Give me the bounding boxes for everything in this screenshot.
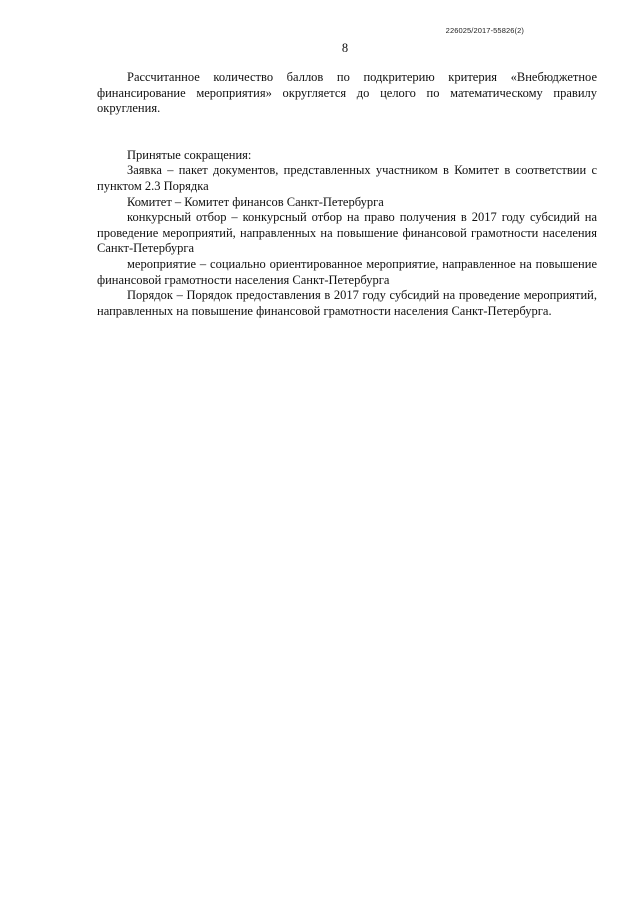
abbreviation-committee: Комитет – Комитет финансов Санкт-Петербурга: [127, 194, 384, 209]
rounding-rule-paragraph: Рассчитанное количество баллов по подкритерию критерия «Внебюджетное финансирование мероприятия» округляется до целого по математическому правилу округления.: [97, 70, 597, 116]
abbreviation-procedure: Порядок – Порядок предоставления в 2017 году субсидий на проведение мероприятий, направленных на повышение финансовой грамотности населения Санкт-Петербурга.: [97, 288, 597, 318]
document-body: [97, 70, 597, 319]
abbreviation-application: Заявка – пакет документов, представленных участником в Комитет в соответствии с пунктом 2.3 Порядка: [97, 163, 597, 193]
abbreviations-title: Принятые сокращения:: [127, 147, 252, 162]
page-number: 8: [341, 41, 349, 55]
paragraph-spacer: [97, 117, 597, 148]
document-registration-number: 226025/2017-55826(2): [445, 26, 524, 35]
abbreviation-event: мероприятие – социально ориентированное мероприятие, направленное на повышение финансовой грамотности населения Санкт-Петербурга: [97, 256, 597, 287]
abbreviation-competitive-selection: конкурсный отбор – конкурсный отбор на право получения в 2017 году субсидий на проведение мероприятий, направленных на повышение финансовой грамотности населения Санкт-Петербурга: [97, 210, 597, 256]
